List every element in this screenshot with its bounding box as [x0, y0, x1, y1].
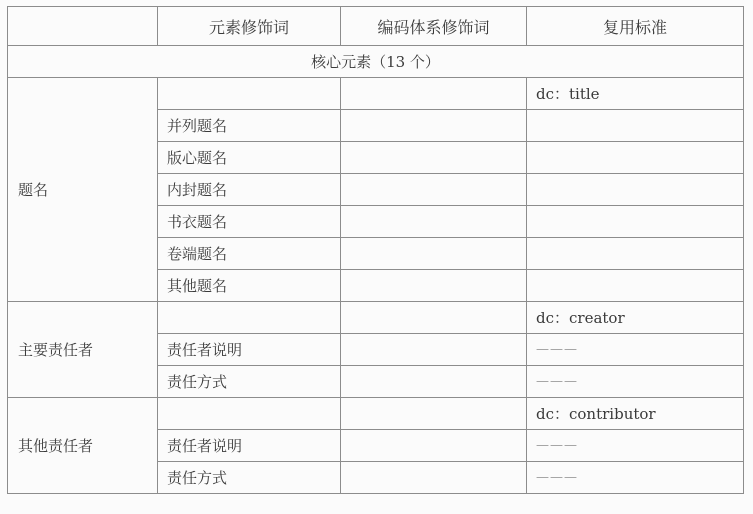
standard-cell: ——— [527, 430, 744, 462]
element-name-cell: 其他责任者 [8, 398, 158, 494]
group-label: 核心元素（13 个） [8, 46, 744, 78]
table-body [8, 46, 744, 494]
encoding-cell [341, 430, 527, 462]
qualifier-cell: 并列题名 [158, 110, 341, 142]
header-cell-element [8, 7, 158, 46]
header-cell-encoding: 编码体系修饰词 [341, 7, 527, 46]
standard-cell [527, 238, 744, 270]
qualifier-cell [158, 398, 341, 430]
standard-cell [527, 270, 744, 302]
group-row [8, 46, 744, 78]
encoding-cell [341, 398, 527, 430]
table-row [8, 78, 744, 110]
standard-cell: ——— [527, 334, 744, 366]
encoding-cell [341, 206, 527, 238]
encoding-cell [341, 238, 527, 270]
qualifier-cell: 责任者说明 [158, 430, 341, 462]
header-cell-standard: 复用标准 [527, 7, 744, 46]
encoding-cell [341, 334, 527, 366]
qualifier-cell [158, 302, 341, 334]
qualifier-cell: 内封题名 [158, 174, 341, 206]
header-row [8, 7, 744, 46]
qualifier-cell [158, 78, 341, 110]
table-row [8, 302, 744, 334]
encoding-cell [341, 174, 527, 206]
standard-cell [527, 110, 744, 142]
qualifier-cell: 书衣题名 [158, 206, 341, 238]
encoding-cell [341, 142, 527, 174]
qualifier-cell: 其他题名 [158, 270, 341, 302]
qualifier-cell: 责任方式 [158, 366, 341, 398]
element-name-cell: 主要责任者 [8, 302, 158, 398]
qualifier-cell: 版心题名 [158, 142, 341, 174]
encoding-cell [341, 270, 527, 302]
encoding-cell [341, 462, 527, 494]
standard-cell [527, 174, 744, 206]
standard-cell: ——— [527, 366, 744, 398]
qualifier-cell: 责任者说明 [158, 334, 341, 366]
qualifier-cell: 卷端题名 [158, 238, 341, 270]
table-row [8, 398, 744, 430]
standard-cell [527, 142, 744, 174]
standard-cell: dc：contributor [527, 398, 744, 430]
standard-cell: dc：creator [527, 302, 744, 334]
header-cell-qualifier: 元素修饰词 [158, 7, 341, 46]
encoding-cell [341, 366, 527, 398]
standard-cell: ——— [527, 462, 744, 494]
qualifier-cell: 责任方式 [158, 462, 341, 494]
standard-cell [527, 206, 744, 238]
metadata-table [7, 6, 744, 494]
element-name-cell: 题名 [8, 78, 158, 302]
standard-cell: dc：title [527, 78, 744, 110]
encoding-cell [341, 78, 527, 110]
encoding-cell [341, 302, 527, 334]
encoding-cell [341, 110, 527, 142]
